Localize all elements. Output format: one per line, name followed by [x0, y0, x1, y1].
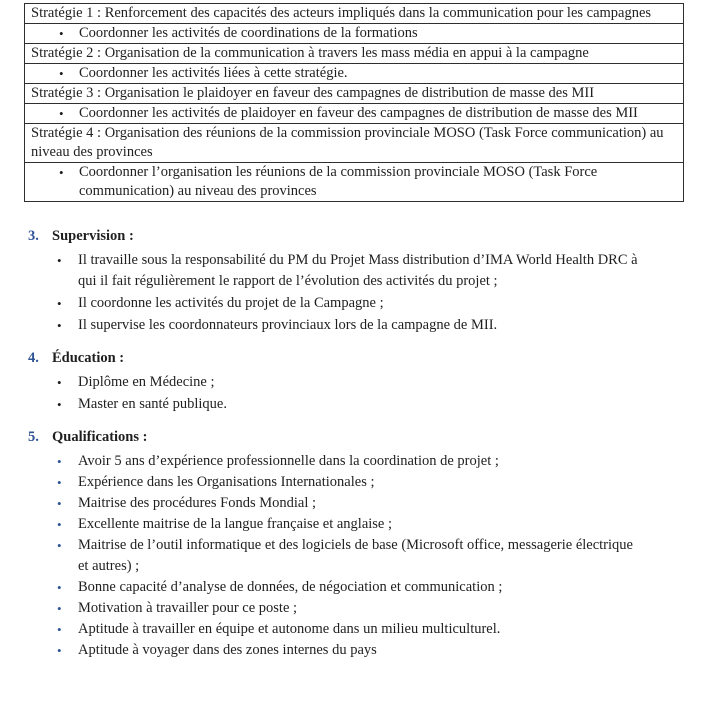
- section-heading: [28, 348, 711, 369]
- bullet-icon: •: [57, 475, 62, 490]
- strategy-activity-text: Coordonner les activités de coordinations de la formations: [79, 25, 418, 41]
- list-item-text: Avoir 5 ans d’expérience professionnelle dans la coordination de projet ;: [78, 453, 499, 469]
- strategy-activity-row: [25, 104, 683, 124]
- list-item: [57, 535, 647, 577]
- list-item-text: Expérience dans les Organisations Internationales ;: [78, 474, 375, 490]
- list-item-text: Aptitude à travailler en équipe et autonome dans un milieu multiculturel.: [78, 621, 501, 637]
- list-item: [57, 619, 647, 640]
- list-item-text: Il coordonne les activités du projet de la Campagne ;: [78, 295, 384, 311]
- strategy-row: Stratégie 3 : Organisation le plaidoyer en faveur des campagnes de distribution de masse des MII: [25, 84, 683, 104]
- list-item: [57, 315, 647, 336]
- bullet-icon: •: [57, 454, 62, 469]
- list-item-text: Bonne capacité d’analyse de données, de négociation et communication ;: [78, 579, 503, 595]
- strategy-row: Stratégie 1 : Renforcement des capacités des acteurs impliqués dans la communication pour les campagnes: [25, 4, 683, 24]
- strategy-activity-row: [25, 24, 683, 44]
- strategy-activity-text: Coordonner les activités liées à cette stratégie.: [79, 65, 348, 81]
- bullet-icon: •: [59, 66, 64, 81]
- section-title: Qualifications :: [52, 429, 148, 445]
- section-supervision: [28, 226, 711, 336]
- section-education: [28, 348, 711, 415]
- list-item: [57, 598, 647, 619]
- strategies-table: [24, 3, 684, 202]
- supervision-list: [57, 250, 647, 336]
- section-number: 5.: [28, 429, 39, 445]
- bullet-icon: •: [57, 622, 62, 637]
- qualifications-list: [57, 451, 647, 661]
- strategy-activity-text: Coordonner l’organisation les réunions de la commission provinciale MOSO (Task Force communication) au niveau des provinces: [79, 164, 598, 199]
- list-item: [57, 472, 647, 493]
- bullet-icon: •: [57, 517, 62, 532]
- section-number: 4.: [28, 350, 39, 366]
- list-item-text: Maitrise des procédures Fonds Mondial ;: [78, 495, 317, 511]
- list-item-text: Il supervise les coordonnateurs provinciaux lors de la campagne de MII.: [78, 317, 498, 333]
- section-heading: [28, 226, 711, 247]
- strategy-activity-row: [25, 64, 683, 84]
- list-item: [57, 451, 647, 472]
- list-item-text: Maitrise de l’outil informatique et des logiciels de base (Microsoft office, messagerie électrique et autres) ;: [78, 537, 633, 574]
- list-item-text: Diplôme en Médecine ;: [78, 374, 215, 390]
- list-item: [57, 372, 647, 393]
- strategy-activity-row: [25, 163, 683, 201]
- bullet-icon: •: [57, 538, 62, 553]
- list-item: [57, 640, 647, 661]
- bullet-icon: •: [59, 165, 64, 180]
- section-number: 3.: [28, 228, 39, 244]
- bullet-icon: •: [57, 643, 62, 658]
- strategy-row: Stratégie 4 : Organisation des réunions de la commission provinciale MOSO (Task Force communication) au niveau des provinces: [25, 124, 683, 163]
- list-item: [57, 394, 647, 415]
- list-item-text: Excellente maitrise de la langue française et anglaise ;: [78, 516, 393, 532]
- section-title: Supervision :: [52, 228, 134, 244]
- bullet-icon: •: [57, 397, 62, 412]
- bullet-icon: •: [57, 601, 62, 616]
- bullet-icon: •: [57, 296, 62, 311]
- bullet-icon: •: [59, 26, 64, 41]
- list-item-text: Il travaille sous la responsabilité du PM du Projet Mass distribution d’IMA World Health DRC à qui il fait régulièrement le rapport de l’évolution des activités du projet ;: [78, 252, 638, 289]
- list-item: [57, 293, 647, 314]
- strategy-activity-text: Coordonner les activités de plaidoyer en faveur des campagnes de distribution de masse des MII: [79, 105, 638, 121]
- bullet-icon: •: [57, 375, 62, 390]
- section-heading: [28, 427, 711, 448]
- list-item: [57, 250, 647, 292]
- section-qualifications: [28, 427, 711, 661]
- bullet-icon: •: [57, 496, 62, 511]
- bullet-icon: •: [57, 253, 62, 268]
- list-item: [57, 514, 647, 535]
- strategy-row: Stratégie 2 : Organisation de la communication à travers les mass média en appui à la campagne: [25, 44, 683, 64]
- list-item-text: Motivation à travailler pour ce poste ;: [78, 600, 298, 616]
- bullet-icon: •: [57, 318, 62, 333]
- section-title: Éducation :: [52, 350, 125, 366]
- list-item-text: Aptitude à voyager dans des zones internes du pays: [78, 642, 377, 658]
- bullet-icon: •: [57, 580, 62, 595]
- list-item-text: Master en santé publique.: [78, 396, 227, 412]
- list-item: [57, 493, 647, 514]
- list-item: [57, 577, 647, 598]
- bullet-icon: •: [59, 106, 64, 121]
- education-list: [57, 372, 647, 415]
